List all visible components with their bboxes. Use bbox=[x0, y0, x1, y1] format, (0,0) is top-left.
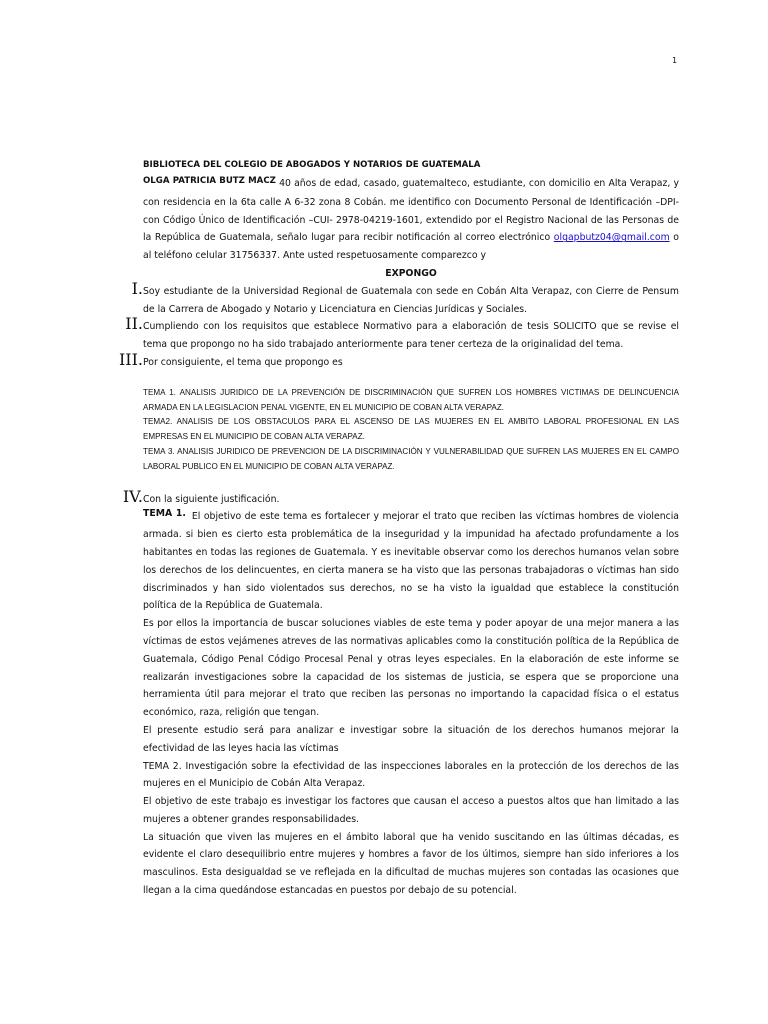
justification-p6: La situación que viven las mujeres en el ámbito laboral que ha venido suscitando en las últimas décadas, es evidente el claro desequilibrio entre mujeres y hombres a favor de los últimos, siempre han sido inferiores a los masculinos. Esta desigualdad se ve reflejada en la dificultad de muchas mujeres son contadas las ocasiones que llegan a la cima quedándose estancadas en puestos por debajo de su potencial. bbox=[143, 831, 679, 897]
list-item-iii bbox=[118, 349, 679, 372]
addressee-heading: BIBLIOTECA DEL COLEGIO DE ABOGADOS Y NOTARIOS DE GUATEMALA bbox=[143, 160, 481, 170]
list-item-i bbox=[131, 278, 679, 319]
document-body bbox=[118, 159, 680, 900]
tema-1: TEMA 1. ANALISIS JURIDICO DE LA PREVENCIÓN DE DISCRIMINACIÓN QUE SUFREN LOS HOMBRES VICTIMAS DE DELINCUENCIA ARMADA EN LA LEGISLACION PENAL VIGENTE, EN EL MUNICIPIO DE COBAN ALTA VERAPAZ. bbox=[143, 387, 679, 412]
roman-numeral: I. bbox=[131, 278, 143, 298]
section-title: EXPONGO bbox=[385, 267, 437, 279]
justification-tema1 bbox=[143, 508, 679, 615]
roman-numeral: II. bbox=[125, 314, 143, 334]
list-item-ii bbox=[125, 314, 679, 354]
justification-p4: TEMA 2. Investigación sobre la efectividad de las inspecciones laborales en la protección de los derechos de las mujeres en el Municipio de Cobán Alta Verapaz. bbox=[143, 760, 679, 790]
list-item-text: Con la siguiente justificación. bbox=[143, 493, 280, 505]
page-number: 1 bbox=[672, 56, 678, 65]
list-item-text: Por consiguiente, el tema que propongo es bbox=[143, 356, 343, 368]
roman-numeral: III. bbox=[118, 349, 143, 369]
tema-2: TEMA2. ANALISIS DE LOS OBSTACULOS PARA EL ASCENSO DE LAS MUJERES EN EL AMBITO LABORAL PROFESIONAL EN LAS EMPRESAS EN EL MUNICIPIO DE COBAN ALTA VERAPAZ. bbox=[143, 417, 679, 442]
list-item-text: Soy estudiante de la Universidad Regional de Guatemala con sede en Cobán Alta Verapaz, con Cierre de Pensum de la Carrera de Abogado y Notario y Licenciatura en Ciencias Jurídicas y Sociales. bbox=[143, 285, 679, 315]
roman-numeral: IV. bbox=[122, 486, 143, 506]
justification-p2: Es por ellos la importancia de buscar soluciones viables de este tema y poder apoyar de una mejor manera a las víctimas de estos vejámenes atreves de las normativas aplicables como la constitución política de la República de Guatemala, Código Penal Código Procesal Penal y otras leyes especiales. En la elaboración de este informe se realizarán investigaciones sobre la capacidad de los sistemas de justicia, se espera que se proporcione una herramienta útil para mejorar el trato que reciben las personas no importando la capacidad física o el estatus económico, raza, religión que tengan. bbox=[143, 618, 679, 719]
tema-3: TEMA 3. ANALISIS JURIDICO DE PREVENCION DE LA DISCRIMINACIÓN Y VULNERABILIDAD QUE SUFREN LAS MUJERES EN EL CAMPO LABORAL PUBLICO EN EL MUNICIPIO DE COBAN ALTA VERAPAZ. bbox=[143, 446, 679, 471]
justification-p5: El objetivo de este trabajo es investigar los factores que causan el acceso a puestos altos que han limitado a las mujeres a obtener grandes responsabilidades. bbox=[143, 796, 679, 825]
email-link[interactable]: olgapbutz04@gmail.com bbox=[553, 232, 670, 244]
tema-list bbox=[143, 386, 679, 475]
intro-text-1: 40 años de edad, casado, guatemalteco, estudiante, con domicilio en Alta Verapaz, y con residencia en la 6ta calle A 6-32 zona 8 Cobán. me identifico con Documento Personal de Identificación –DPI- con Código Único de Identificación –CUI- 2978-04219-1601, extendido por el Registro Nacional de las Personas de la República de Guatemala, señalo lugar para recibir notificación al correo electrónico bbox=[143, 178, 680, 244]
list-item-iv bbox=[122, 486, 679, 509]
intro-text-2: o al teléfono celular 31756337. Ante usted respetuosamente comparezco y bbox=[143, 232, 679, 262]
tema1-text: El objetivo de este tema es fortalecer y mejorar el trato que reciben las víctimas hombres de violencia armada. si bien es cierto esta problemática de la inseguridad y la impunidad ha afectado profundamente a los habitantes en todas las regiones de Guatemala. Y es inevitable observar como los derechos humanos velan sobre los derechos de los delincuentes, en cierta manera se ha visto que las personas trabajadoras o víctimas han sido discriminados y han sido violentados sus derechos, no se ha visto la igualdad que establece la constitución política de la República de Guatemala. bbox=[143, 511, 679, 612]
intro-paragraph bbox=[143, 175, 679, 265]
tema1-label: TEMA 1. bbox=[143, 508, 186, 520]
author-name: OLGA PATRICIA BUTZ MACZ bbox=[143, 176, 276, 186]
justification-p3: El presente estudio será para analizar e investigar sobre la situación de los derechos humanos mejorar la efectividad de las leyes hacia las víctimas bbox=[143, 724, 679, 754]
list-item-text: Cumpliendo con los requisitos que establece Normativo para a elaboración de tesis SOLICITO que se revise el tema que propongo no ha sido trabajado anteriormente para tener certeza de la originalidad del tema. bbox=[143, 321, 679, 351]
